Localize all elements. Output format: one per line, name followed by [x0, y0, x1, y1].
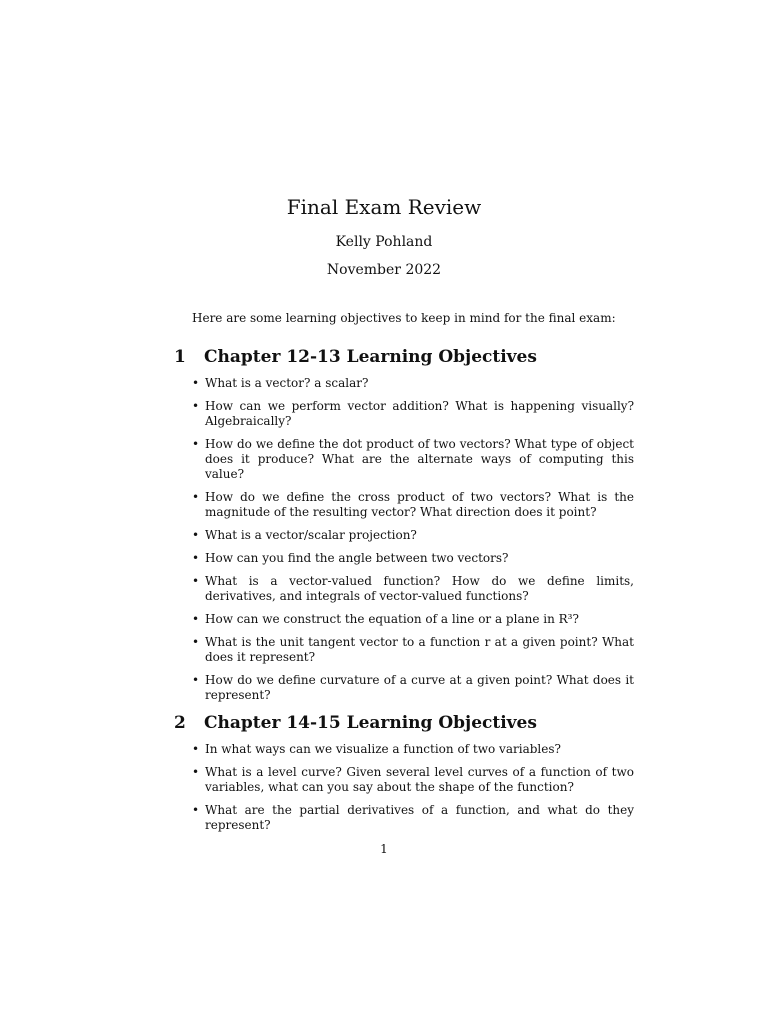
list-item-text: What is a vector? a scalar?: [205, 376, 369, 390]
section-chapter-14-15: [174, 710, 634, 841]
bullet-icon: •: [192, 635, 200, 649]
list-item: [192, 742, 634, 757]
list-item-text: What is the unit tangent vector to a function r at a given point? What does it represent?: [205, 635, 634, 664]
list-item: [192, 528, 634, 543]
bullet-icon: •: [192, 574, 200, 588]
list-item-text: What is a level curve? Given several level curves of a function of two variables, what can you say about the shape of the function?: [205, 765, 634, 794]
list-item: [192, 635, 634, 665]
list-item-text: How do we define the dot product of two vectors? What type of object does it produce? What are the alternate ways of computing this value?: [205, 437, 634, 481]
intro-text: Here are some learning objectives to keep in mind for the final exam:: [192, 311, 616, 325]
section-title: Chapter 12-13 Learning Objectives: [204, 347, 537, 367]
section-heading: [174, 344, 634, 370]
bullet-icon: •: [192, 612, 200, 626]
bullet-icon: •: [192, 673, 200, 687]
list-item-text: What is a vector/scalar projection?: [205, 528, 417, 542]
section-number: 1: [174, 347, 186, 367]
document-title: Final Exam Review: [286, 195, 482, 219]
list-item-text: How can we perform vector addition? What is happening visually? Algebraically?: [205, 399, 634, 428]
list-item: [192, 551, 634, 566]
list-item-text: How do we define curvature of a curve at a given point? What does it represent?: [205, 673, 634, 702]
list-item: [192, 399, 634, 429]
bullet-icon: •: [192, 528, 200, 542]
list-item-text: How do we define the cross product of two vectors? What is the magnitude of the resulting vector? What direction does it point?: [205, 490, 634, 519]
list-item-text: How can you find the angle between two vectors?: [205, 551, 509, 565]
list-item-text: In what ways can we visualize a function of two variables?: [205, 742, 561, 756]
list-item: [192, 765, 634, 795]
section-title: Chapter 14-15 Learning Objectives: [204, 713, 537, 733]
list-item: [192, 490, 634, 520]
bullet-icon: •: [192, 437, 200, 451]
list-item-text: What is a vector-valued function? How do we define limits, derivatives, and integrals of vector-valued functions?: [205, 574, 634, 603]
list-item-text: What are the partial derivatives of a function, and what do they represent?: [205, 803, 634, 832]
list-item: [192, 803, 634, 833]
objectives-list: [174, 376, 634, 703]
bullet-icon: •: [192, 742, 200, 756]
document-date: November 2022: [326, 262, 442, 278]
section-chapter-12-13: [174, 344, 634, 711]
list-item: [192, 574, 634, 604]
list-item: [192, 673, 634, 703]
title-block: [0, 192, 768, 280]
list-item: [192, 612, 634, 627]
page-number: 1: [380, 842, 388, 856]
document-author: Kelly Pohland: [335, 234, 433, 250]
bullet-icon: •: [192, 376, 200, 390]
bullet-icon: •: [192, 490, 200, 504]
section-number: 2: [174, 713, 186, 733]
section-heading: [174, 710, 634, 736]
bullet-icon: •: [192, 765, 200, 779]
bullet-icon: •: [192, 551, 200, 565]
bullet-icon: •: [192, 399, 200, 413]
list-item: [192, 376, 634, 391]
list-item: [192, 437, 634, 482]
list-item-text: How can we construct the equation of a line or a plane in R³?: [205, 612, 579, 626]
bullet-icon: •: [192, 803, 200, 817]
objectives-list: [174, 742, 634, 833]
